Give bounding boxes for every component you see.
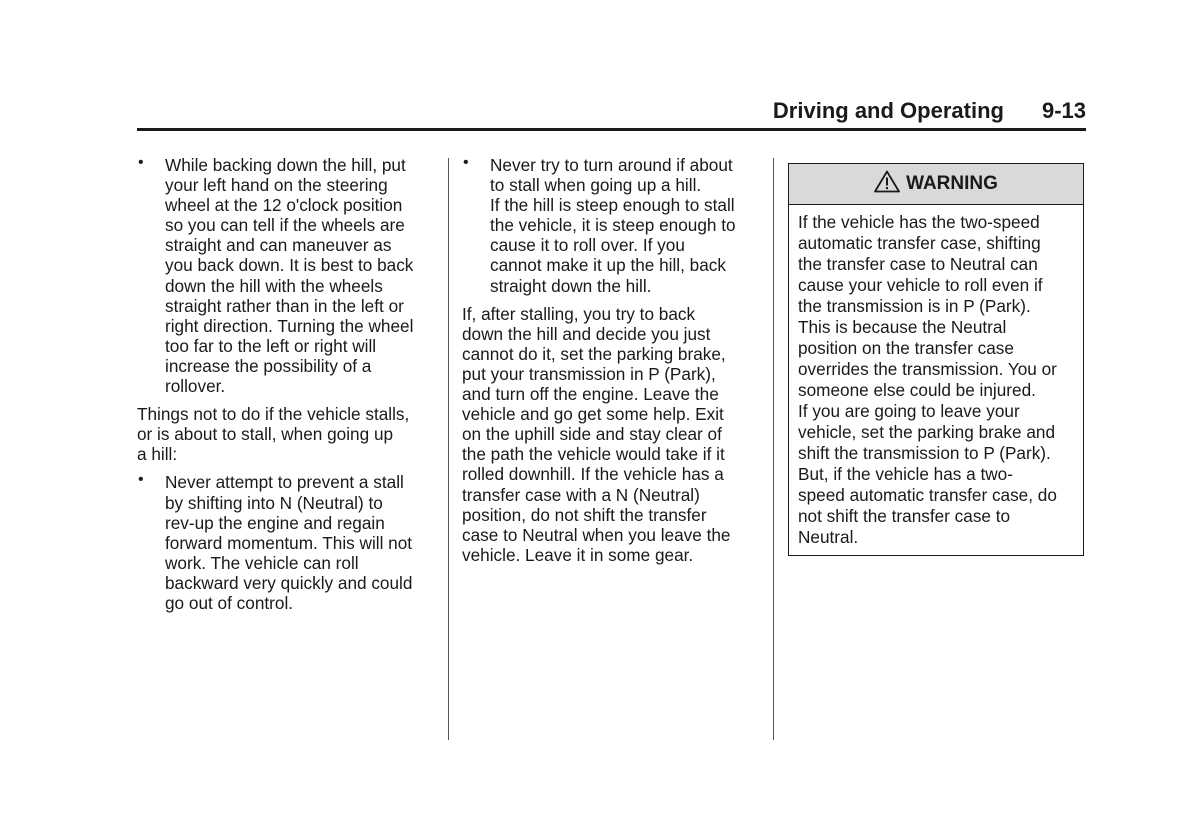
warning-text (789, 205, 1083, 548)
text-line: But, if the vehicle has a two- (798, 464, 1013, 484)
section-title: Driving and Operating (772, 98, 1004, 123)
text-line: cause it to roll over. If you (490, 235, 685, 256)
column-1 (137, 155, 437, 621)
column-divider-1 (448, 158, 449, 740)
text-line: too far to the left or right will (165, 335, 377, 356)
text-line: position on the transfer case (798, 338, 1014, 358)
text-line: vehicle, set the parking brake and (798, 422, 1056, 442)
text-line: wheel at the 12 o'clock position (165, 195, 403, 216)
text-line: or is about to stall, when going up (137, 424, 394, 445)
warning-triangle-icon (874, 170, 906, 199)
text-line: If the hill is steep enough to stall (490, 195, 735, 216)
text-line: speed automatic transfer case, do (798, 485, 1057, 505)
text-line: rev-up the engine and regain (165, 512, 385, 533)
warning-box (788, 163, 1084, 556)
text-line: This is because the Neutral (798, 317, 1007, 337)
text-line: put your transmission in P (Park), (462, 363, 716, 384)
text-line: work. The vehicle can roll (165, 552, 359, 573)
bullet-item (137, 155, 437, 396)
paragraph (462, 304, 762, 565)
text-line: rolled downhill. If the vehicle has a (462, 464, 724, 485)
text-line: right direction. Turning the wheel (165, 315, 414, 336)
text-line: the transfer case to Neutral can (798, 254, 1038, 274)
bullet-text (490, 155, 762, 296)
text-line: Neutral. (798, 527, 859, 547)
text-line: straight down the hill. (490, 275, 652, 296)
text-line: to stall when going up a hill. (490, 175, 702, 196)
text-line: go out of control. (165, 592, 294, 613)
paragraph (137, 404, 437, 464)
text-line: someone else could be injured. (798, 380, 1036, 400)
text-line: cannot do it, set the parking brake, (462, 343, 726, 364)
bullet-text (165, 155, 437, 396)
bullet-mark: • (138, 471, 144, 489)
text-line: down the hill and decide you just (462, 323, 711, 344)
text-line: and turn off the engine. Leave the (462, 384, 719, 405)
text-line: Things not to do if the vehicle stalls, (137, 404, 410, 425)
text-line: If the vehicle has the two-speed (798, 212, 1040, 232)
bullet-text (165, 472, 437, 613)
text-line: Never attempt to prevent a stall (165, 472, 404, 493)
text-line: the vehicle, it is steep enough to (490, 215, 736, 236)
text-line: straight and can maneuver as (165, 235, 392, 256)
text-line: vehicle and go get some help. Exit (462, 404, 724, 425)
text-line: automatic transfer case, shifting (798, 233, 1041, 253)
text-line: you back down. It is best to back (165, 255, 414, 276)
text-line: position, do not shift the transfer (462, 504, 707, 525)
bullet-mark: • (138, 154, 144, 171)
text-line: straight rather than in the left or (165, 295, 404, 316)
bullet-item (462, 155, 762, 296)
text-line: your left hand on the steering (165, 175, 388, 196)
column-2 (462, 155, 762, 573)
header-rule (137, 128, 1086, 131)
text-line: Never try to turn around if about (490, 155, 733, 175)
text-line: down the hill with the wheels (165, 275, 383, 296)
text-line: cannot make it up the hill, back (490, 255, 726, 276)
text-line: the transmission is in P (Park). (798, 296, 1031, 316)
page-header (137, 98, 1086, 130)
text-line: overrides the transmission. You or (798, 359, 1057, 379)
text-line: transfer case with a N (Neutral) (462, 484, 700, 505)
column-divider-2 (773, 158, 774, 740)
warning-title: WARNING (906, 173, 998, 194)
page-number: 9-13 (1041, 98, 1086, 123)
text-line: cause your vehicle to roll even if (798, 275, 1043, 295)
text-line: If, after stalling, you try to back (462, 303, 696, 324)
bullet-mark: • (463, 154, 469, 171)
text-line: If you are going to leave your (798, 401, 1020, 421)
text-line: a hill: (137, 444, 178, 465)
text-line: so you can tell if the wheels are (165, 215, 405, 236)
text-line: backward very quickly and could (165, 572, 413, 593)
text-line: by shifting into N (Neutral) to (165, 492, 383, 513)
text-line: increase the possibility of a (165, 355, 372, 376)
bullet-item (137, 472, 437, 613)
text-line: shift the transmission to P (Park). (798, 443, 1051, 463)
text-line: case to Neutral when you leave the (462, 524, 731, 545)
text-line: the path the vehicle would take if it (462, 444, 725, 465)
text-line: While backing down the hill, put (165, 155, 406, 175)
text-line: not shift the transfer case to (798, 506, 1011, 526)
text-line: rollover. (165, 376, 226, 397)
text-line: forward momentum. This will not (165, 532, 413, 553)
text-line: on the uphill side and stay clear of (462, 424, 722, 445)
text-line: vehicle. Leave it in some gear. (462, 544, 694, 565)
header-text (773, 98, 1086, 124)
warning-header (789, 164, 1083, 205)
